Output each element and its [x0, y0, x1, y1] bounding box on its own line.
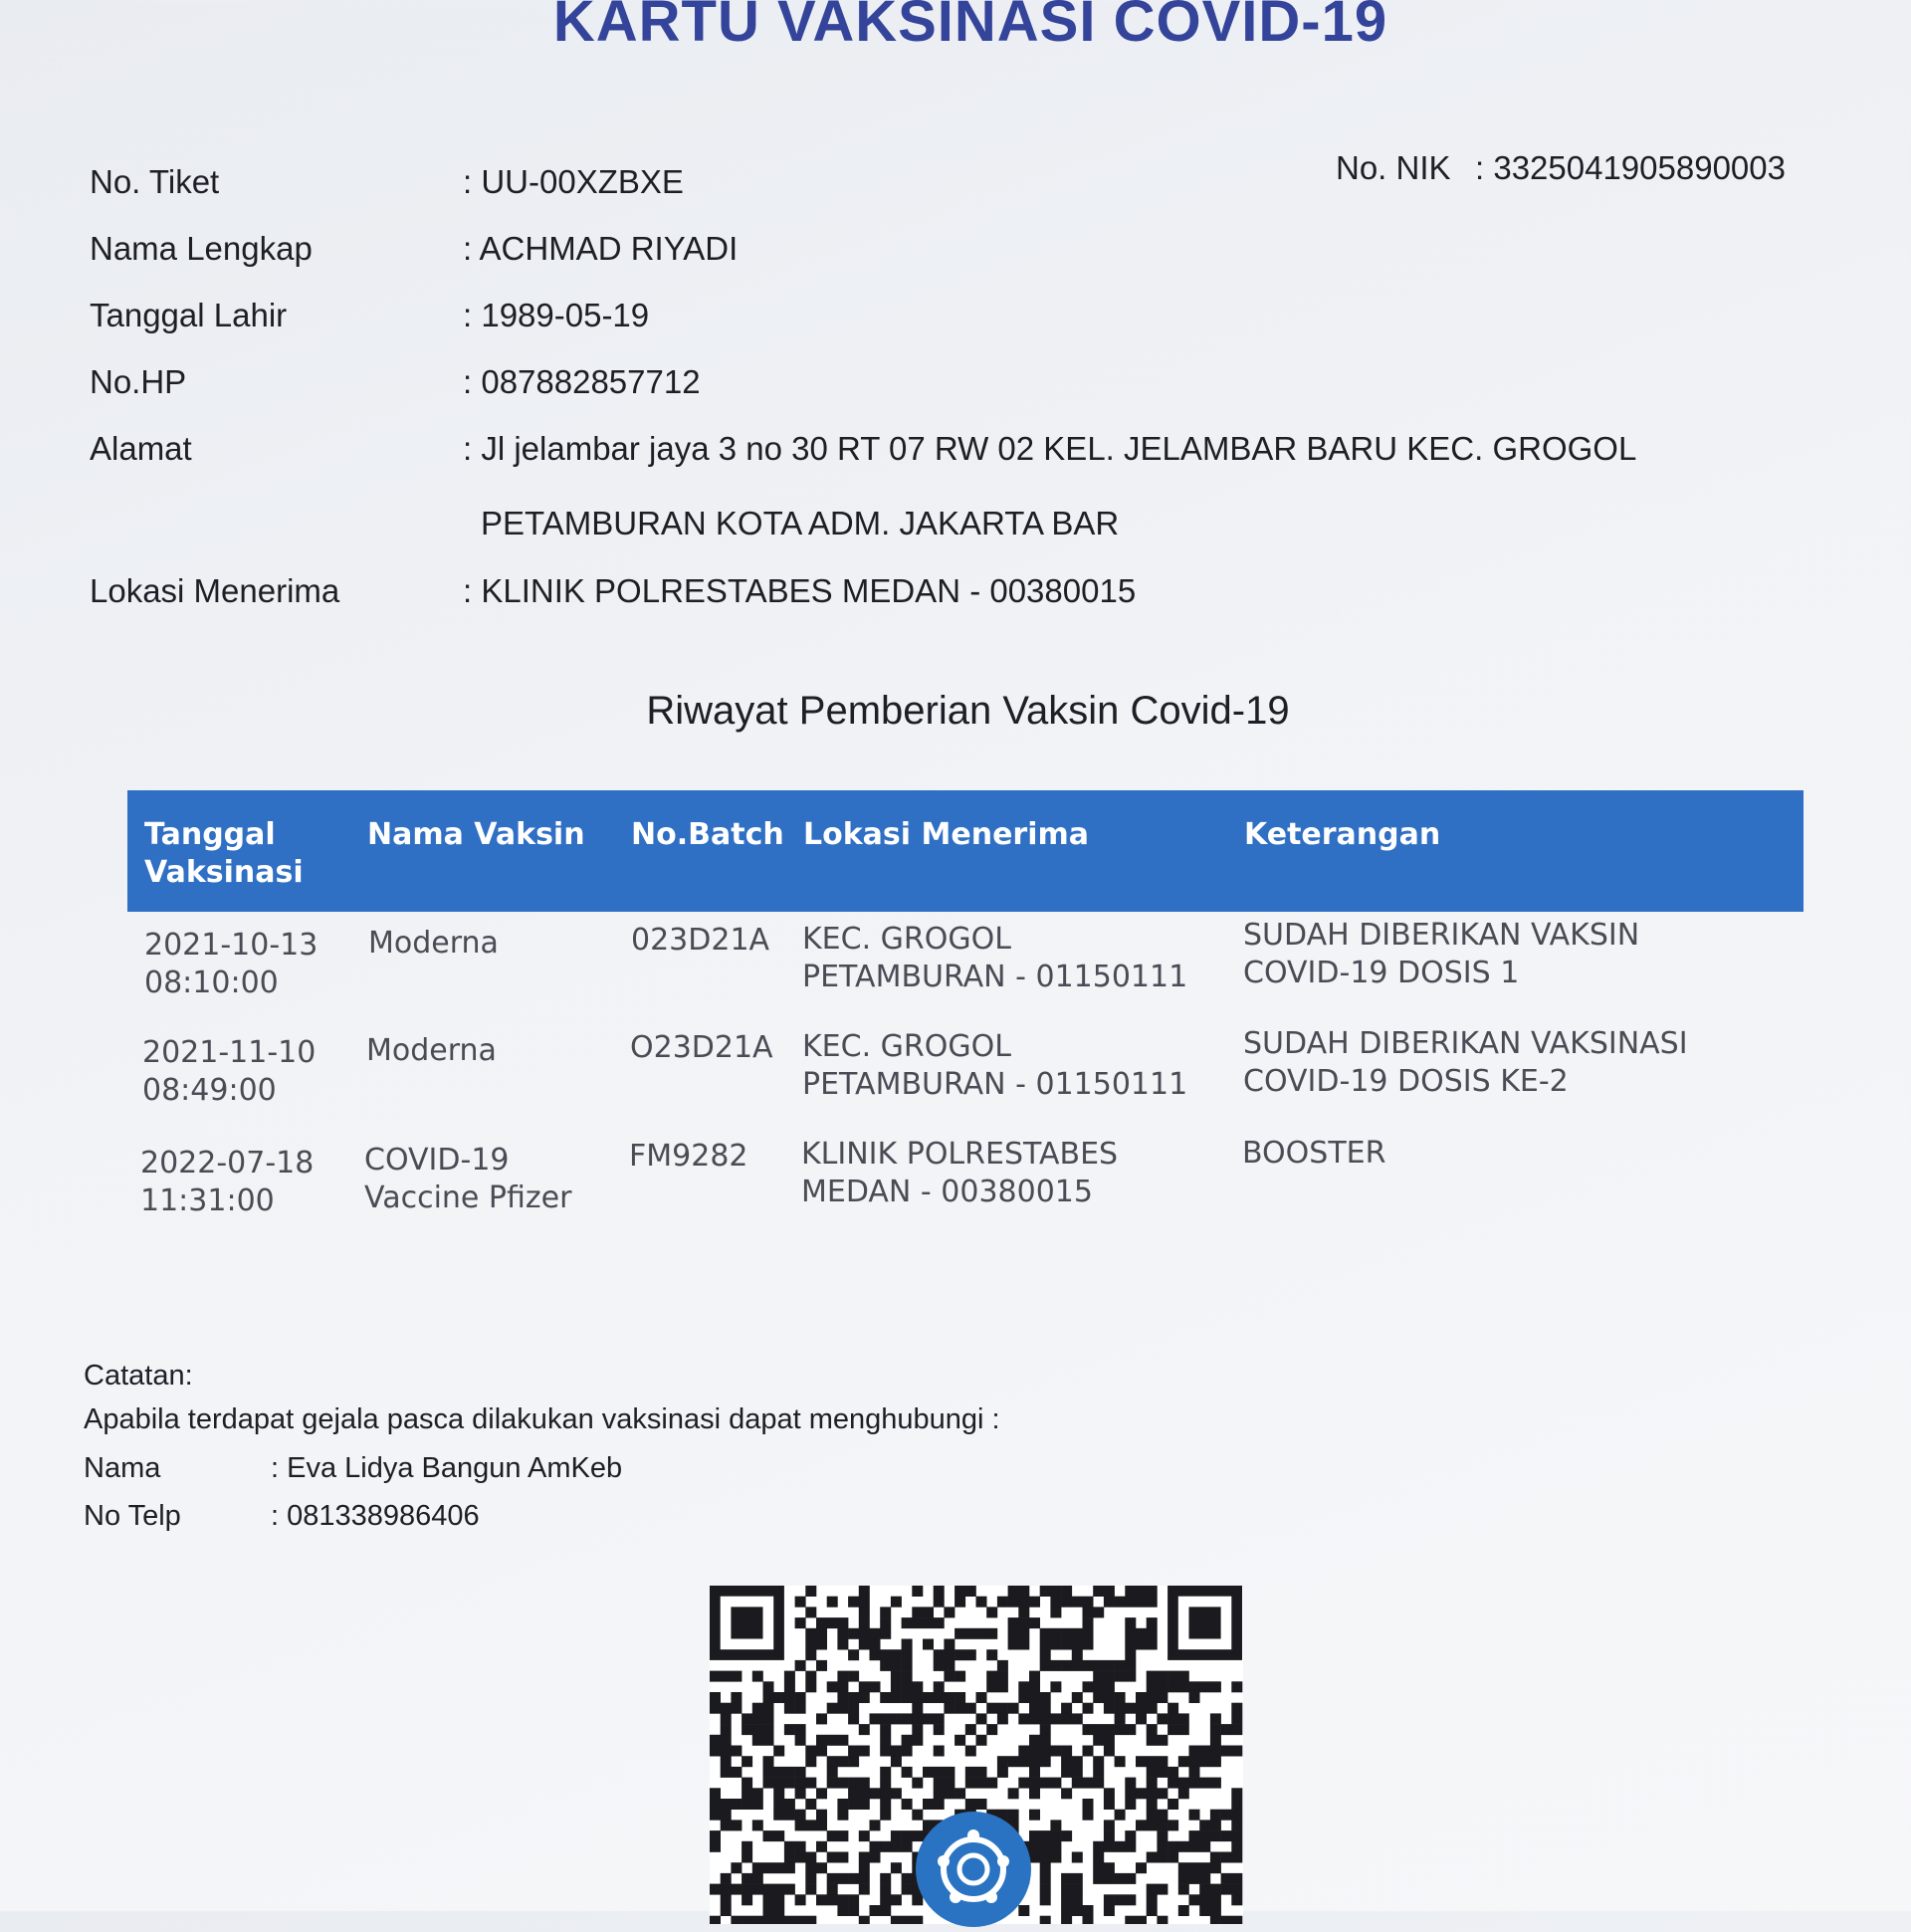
header-location: Lokasi Menerima — [803, 817, 1089, 852]
contact-phone-value: : 081338986406 — [271, 1500, 480, 1532]
row-remarks — [1242, 1135, 1385, 1173]
notes-heading: Catatan: — [84, 1360, 193, 1392]
row-date-time: 11:31:00 — [140, 1183, 275, 1218]
row-location-line1: KEC. GROGOL — [802, 922, 1011, 957]
address-label: Alamat — [90, 430, 192, 467]
row-vaccine: Moderna — [368, 926, 499, 961]
row-date-day: 2021-10-13 — [144, 928, 318, 963]
row-location-line2: PETAMBURAN - 01150111 — [802, 1067, 1188, 1102]
location-label: Lokasi Menerima — [90, 572, 340, 609]
row-remarks — [1243, 1025, 1688, 1101]
nik-row — [1336, 149, 1786, 187]
contact-name-value: : Eva Lidya Bangun AmKeb — [271, 1452, 623, 1484]
row-location-line2: MEDAN - 00380015 — [801, 1175, 1093, 1209]
row-remarks-line1: BOOSTER — [1242, 1136, 1386, 1171]
peduli-lindungi-logo-icon — [916, 1812, 1031, 1927]
page-title: KARTU VAKSINASI COVID-19 — [552, 0, 1388, 54]
location-value: : KLINIK POLRESTABES MEDAN - 00380015 — [463, 572, 1137, 609]
header-batch: No.Batch — [631, 817, 784, 852]
row-remarks-line2: COVID-19 DOSIS KE-2 — [1243, 1064, 1569, 1099]
row-batch: O23D21A — [630, 1030, 773, 1065]
row-batch: FM9282 — [629, 1139, 748, 1174]
row-date-time: 08:10:00 — [144, 966, 279, 1000]
row-date-day: 2021-11-10 — [142, 1035, 317, 1070]
contact-phone-label: No Telp — [84, 1500, 181, 1532]
row-remarks-line1: SUDAH DIBERIKAN VAKSINASI — [1243, 1026, 1688, 1061]
ticket-value: : UU-00XZBXE — [463, 163, 684, 200]
header-date-line2: Vaksinasi — [144, 855, 304, 890]
row-remarks-line1: SUDAH DIBERIKAN VAKSIN — [1243, 918, 1640, 953]
contact-name-label: Nama — [84, 1452, 161, 1484]
row-date-day: 2022-07-18 — [140, 1146, 315, 1181]
full-name-value: : ACHMAD RIYADI — [463, 230, 739, 267]
row-date — [144, 927, 318, 1002]
contact-phone-row — [84, 1498, 480, 1534]
row-date — [140, 1145, 314, 1220]
address-value: : Jl jelambar jaya 3 no 30 RT 07 RW 02 KEL. JELAMBAR BARU KEC. GROGOL — [463, 430, 1637, 467]
row-location — [802, 921, 1187, 996]
header-date-line1: Tanggal — [144, 817, 276, 852]
ticket-label: No. Tiket — [90, 163, 220, 200]
row-location-line2: PETAMBURAN - 01150111 — [802, 960, 1188, 994]
address-value-line2: PETAMBURAN KOTA ADM. JAKARTA BAR — [481, 505, 1120, 541]
full-name-label: Nama Lengkap — [90, 230, 313, 267]
row-remarks-line2: COVID-19 DOSIS 1 — [1243, 956, 1520, 990]
history-table-header — [127, 790, 1804, 912]
birth-date-value: : 1989-05-19 — [463, 297, 650, 333]
row-batch: 023D21A — [631, 923, 770, 958]
row-location — [802, 1028, 1187, 1104]
history-title: Riwayat Pemberian Vaksin Covid-19 — [646, 689, 1290, 733]
row-vaccine-line1: COVID-19 — [364, 1143, 510, 1178]
row-date-time: 08:49:00 — [142, 1073, 277, 1108]
row-remarks — [1243, 917, 1639, 992]
row-vaccine: Moderna — [366, 1033, 497, 1068]
header-vaccine: Nama Vaksin — [367, 817, 585, 852]
row-vaccine — [364, 1142, 571, 1217]
nik-label: No. NIK — [1336, 149, 1451, 186]
row-date — [142, 1034, 316, 1110]
notes-text: Apabila terdapat gejala pasca dilakukan vaksinasi dapat menghubungi : — [84, 1403, 1000, 1435]
row-vaccine-line2: Vaccine Pfizer — [364, 1181, 572, 1215]
contact-name-row — [84, 1450, 623, 1486]
row-location-line1: KEC. GROGOL — [802, 1029, 1011, 1064]
nik-value: : 3325041905890003 — [1475, 149, 1786, 186]
phone-value: : 087882857712 — [463, 363, 701, 400]
row-location-line1: KLINIK POLRESTABES — [801, 1137, 1119, 1172]
row-location — [801, 1136, 1118, 1211]
header-date — [144, 816, 304, 892]
birth-date-label: Tanggal Lahir — [90, 297, 288, 333]
phone-label: No.HP — [90, 363, 187, 400]
header-remarks: Keterangan — [1244, 817, 1441, 852]
